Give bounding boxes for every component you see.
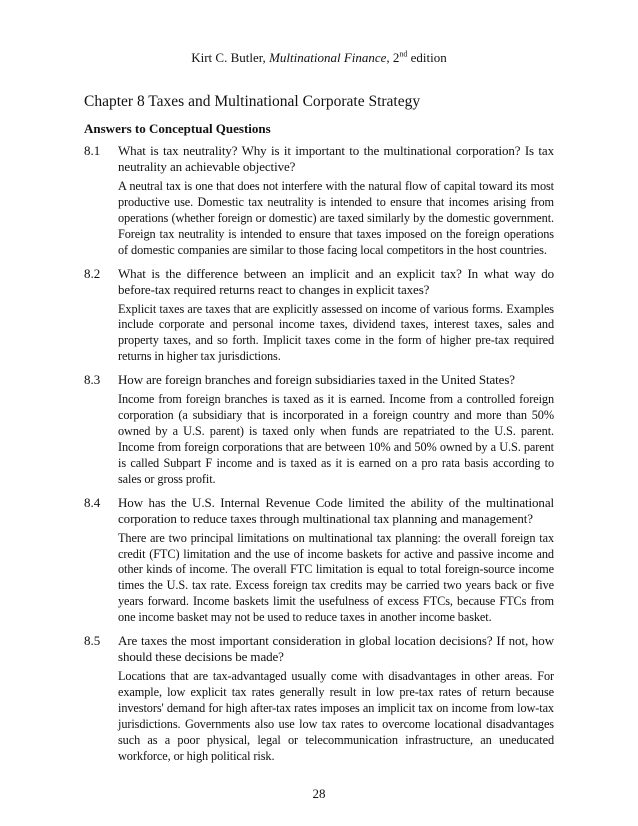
answer-text: Locations that are tax-advantaged usually come with disadvantages in other areas. For example, low explicit tax rates generally result in low pre-tax rates of return because investors' demand for high after-tax rates imposes an implicit tax on income from low-tax jurisdictions. Governments also use low tax rates to overcome locational disadvantages such as a poor physical, legal or telecommunication infrastructure, an uneducated workforce, or high political risk.: [118, 669, 554, 763]
header-edition-suffix: edition: [407, 50, 447, 65]
answer-text: There are two principal limitations on multinational tax planning: the overall foreign tax credit (FTC) limitation and the use of income baskets for active and passive income and other kinds of income. The overall FTC limitation is equal to total foreign-source income times the U.S. tax rate. Excess foreign tax credits may be carried two years back or five years forward. Income baskets limit the usefulness of excess FTCs, because FTCs from one income basket may not be used to reduce taxes in another income basket.: [118, 530, 554, 625]
page-number: 28: [312, 786, 326, 801]
qa-item: [84, 633, 554, 764]
question-row: [84, 633, 554, 665]
qa-item: [84, 495, 554, 626]
answer-text: A neutral tax is one that does not interfere with the natural flow of capital toward its most productive use. Domestic tax neutrality is intended to ensure that incomes arising from operations (whether foreign or domestic) are taxed similarly by the domestic government. Foreign tax neutrality is intended to ensure that taxes imposed on the foreign operations of domestic companies are similar to those facing local competitors in the host countries.: [118, 179, 554, 257]
question-row: [84, 143, 554, 175]
question-text: What is the difference between an implicit and an explicit tax? In what way do before-tax required returns react to changes in explicit taxes?: [118, 265, 554, 297]
header-separator: , 2: [386, 50, 400, 65]
running-header: [0, 50, 638, 66]
qa-item: [84, 372, 554, 487]
header-book-title: Multinational Finance: [269, 50, 387, 65]
question-text: How has the U.S. Internal Revenue Code limited the ability of the multinational corporation to reduce taxes through multinational tax planning and management?: [118, 494, 554, 526]
question-row: [84, 266, 554, 298]
question-number: 8.5: [84, 633, 101, 649]
section-heading: Answers to Conceptual Questions: [84, 121, 271, 136]
header-edition-superscript: nd: [399, 49, 408, 59]
question-text: Are taxes the most important consideration in global location decisions? If not, how should these decisions be made?: [118, 633, 554, 665]
qa-item: [84, 266, 554, 366]
question-number: 8.4: [84, 494, 101, 510]
answer-text: Income from foreign branches is taxed as it is earned. Income from a controlled foreign corporation (a subsidiary that is incorporated in a foreign country and more than 50% owned by a U.S. parent) is taxed only when funds are repatriated to the U.S. parent. Income from foreign corporations that are between 10% and 50% owned by a U.S. parent is called Subpart F income and is taxed as it is earned on a pro rata basis according to sales or gross profit.: [118, 392, 554, 486]
question-number: 8.3: [84, 372, 101, 388]
question-number: 8.2: [84, 265, 101, 281]
question-row: [84, 372, 554, 388]
answer-text: Explicit taxes are taxes that are explicitly assessed on income of various forms. Examples include corporate and personal income taxes, dividend taxes, interest taxes, sales and property taxes, and so forth. Implicit taxes come in the form of higher pre-tax required returns in higher tax jurisdictions.: [118, 301, 554, 364]
question-number: 8.1: [84, 143, 101, 158]
question-text: What is tax neutrality? Why is it important to the multinational corporation? Is tax neutrality an achievable objective?: [118, 143, 554, 174]
question-row: [84, 495, 554, 527]
qa-item: [84, 143, 554, 259]
chapter-title: Chapter 8 Taxes and Multinational Corporate Strategy: [84, 93, 421, 110]
qa-list: [84, 143, 554, 771]
header-author: Kirt C. Butler,: [191, 50, 270, 65]
question-text: How are foreign branches and foreign subsidiaries taxed in the United States?: [118, 372, 515, 388]
